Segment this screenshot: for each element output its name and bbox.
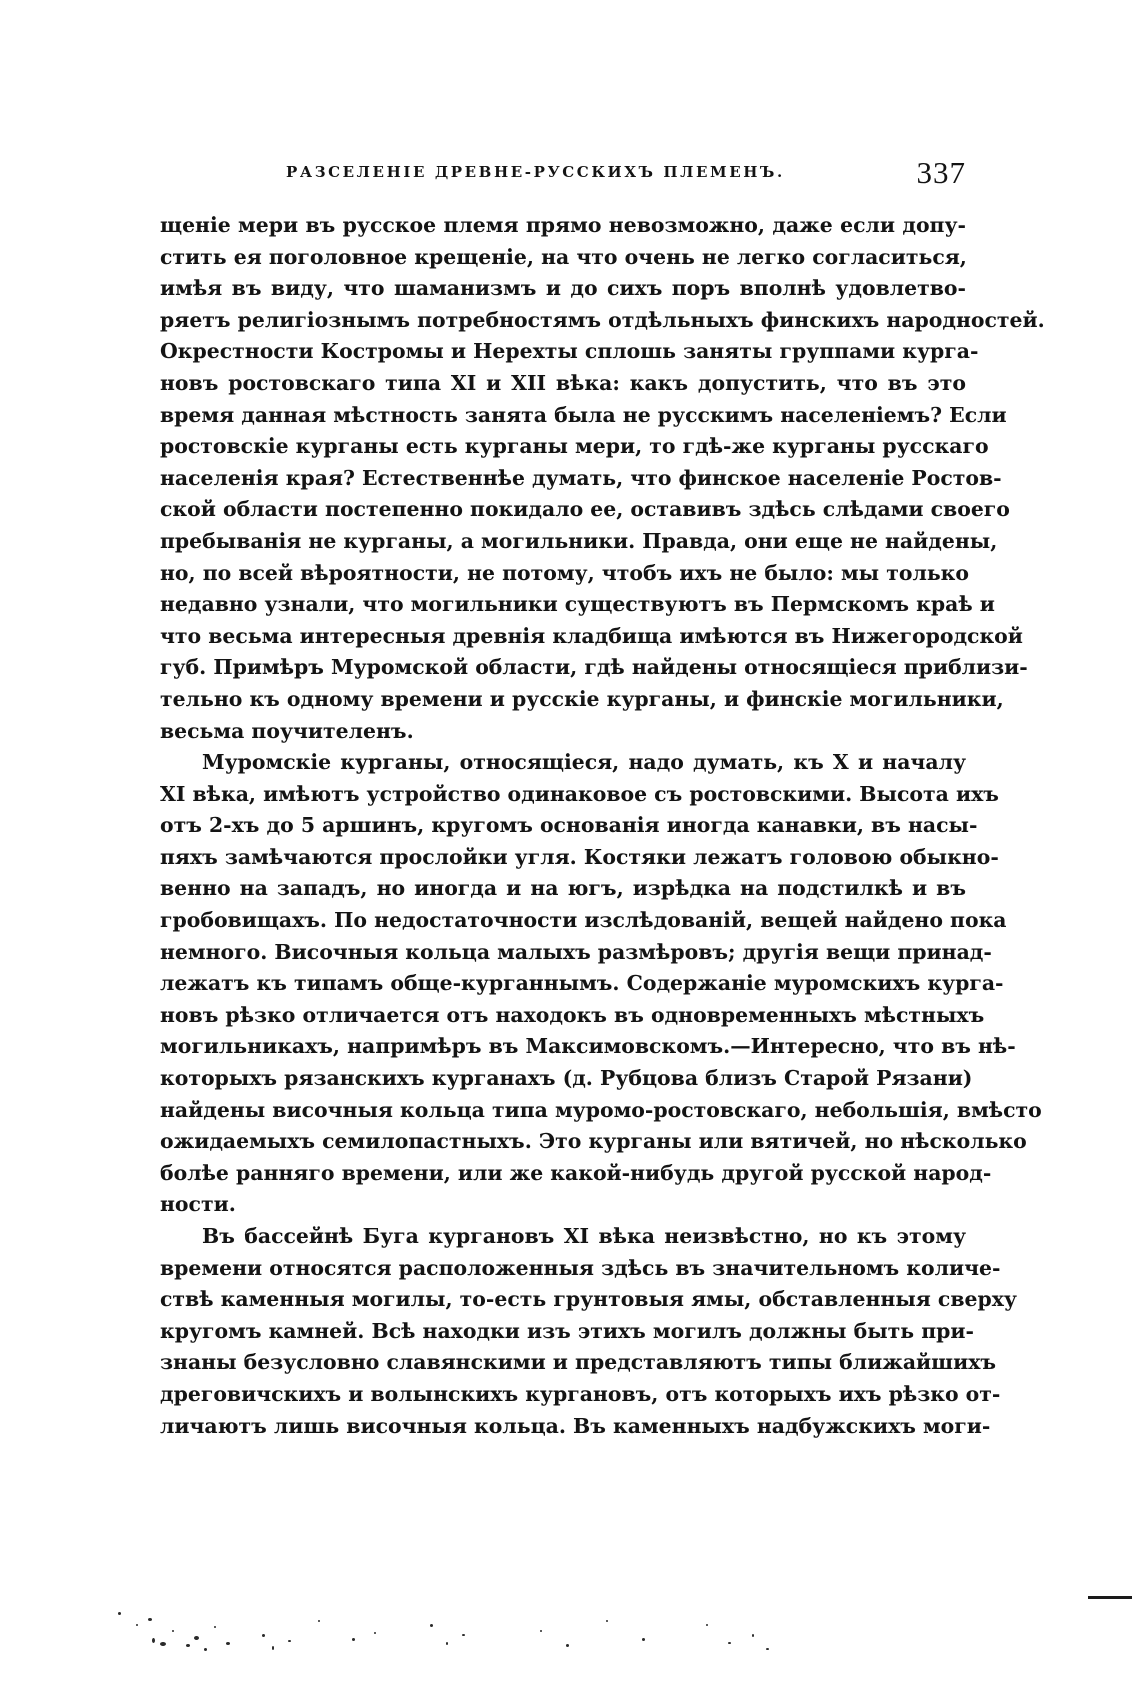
text-line: ствѣ каменныя могилы, то-есть грунтовыя ямы, обставленныя сверху	[160, 1287, 1017, 1312]
ink-speck	[752, 1634, 754, 1637]
text-line: ской области постепенно покидало ее, оставивъ здѣсь слѣдами своего	[160, 497, 1010, 522]
text-line: ряетъ религіознымъ потребностямъ отдѣльныхъ финскихъ народностей.	[160, 307, 1045, 332]
text-line: могильникахъ, напримѣръ въ Максимовскомъ.—Интересно, что въ нѣ-	[160, 1034, 1016, 1059]
ink-speck	[540, 1630, 542, 1632]
page-number: 337	[916, 155, 966, 190]
text-line: ростовскіе курганы есть курганы мери, то гдѣ-же курганы русскаго	[160, 434, 989, 459]
text-line: которыхъ рязанскихъ курганахъ (д. Рубцова близъ Старой Рязани)	[160, 1066, 973, 1091]
text-line: болѣе ранняго времени, или же какой-нибудь другой русской народ-	[160, 1160, 992, 1185]
text-line: Муромскіе курганы, относящіеся, надо думать, къ X и началу	[202, 750, 966, 775]
text-line: Окрестности Костромы и Нерехты сплошь заняты группами курга-	[160, 339, 979, 364]
ink-speck	[272, 1646, 274, 1650]
ink-speck	[262, 1634, 265, 1637]
ink-speck	[566, 1644, 569, 1647]
ink-speck	[352, 1638, 355, 1641]
text-line: немного. Височныя кольца малыхъ размѣровъ; другія вещи принад-	[160, 939, 992, 964]
text-line: личаютъ лишь височныя кольца. Въ каменныхъ надбужскихъ моги-	[160, 1413, 991, 1438]
scan-noise	[0, 1590, 1140, 1680]
text-line: Въ бассейнѣ Буга кургановъ XI вѣка неизвѣстно, но къ этому	[202, 1224, 966, 1248]
ink-speck	[430, 1624, 433, 1627]
ink-speck	[186, 1644, 190, 1647]
ink-speck	[728, 1642, 731, 1644]
text-line: времени относятся расположенныя здѣсь въ значительномъ количе-	[160, 1255, 1001, 1280]
ink-speck	[318, 1620, 320, 1622]
ink-speck	[642, 1638, 645, 1641]
ink-speck	[606, 1620, 608, 1622]
text-line: населенія края? Естественнѣе думать, что финское населеніе Ростов-	[160, 465, 1002, 490]
text-line: знаны безусловно славянскими и представляютъ типы ближайшихъ	[160, 1350, 997, 1375]
ink-speck	[226, 1642, 230, 1645]
text-line: гробовищахъ. По недостаточности изслѣдованій, вещей найдено пока	[160, 908, 1007, 933]
ink-speck	[118, 1612, 121, 1615]
text-line: весьма поучителенъ.	[160, 718, 414, 743]
text-line: губ. Примѣръ Муромской области, гдѣ найдены относящіеся приблизи-	[160, 655, 1028, 680]
text-line: дреговичскихъ и волынскихъ кургановъ, отъ которыхъ ихъ рѣзко от-	[160, 1381, 1001, 1406]
paragraph-2	[160, 747, 1042, 1221]
text-line: имѣя въ виду, что шаманизмъ и до сихъ поръ вполнѣ удовлетво-	[160, 276, 966, 301]
ink-speck	[194, 1636, 199, 1640]
ink-speck	[160, 1642, 166, 1646]
ink-speck	[148, 1618, 152, 1621]
text-line: пяхъ замѣчаются прослойки угля. Костяки лежатъ головою обыкно-	[160, 844, 999, 869]
edge-mark	[1088, 1596, 1132, 1599]
ink-speck	[136, 1624, 138, 1626]
text-line: ожидаемыхъ семилопастныхъ. Это курганы или вятичей, но нѣсколько	[160, 1129, 1027, 1154]
text-line: венно на западъ, но иногда и на югъ, изрѣдка на подстилкѣ и въ	[160, 876, 966, 901]
running-title: РАЗСЕЛЕНІЕ ДРЕВНЕ-РУССКИХЪ ПЛЕМЕНЪ.	[286, 163, 785, 181]
text-line: стить ея поголовное крещеніе, на что очень не легко согласиться,	[160, 244, 967, 269]
text-line: ности.	[160, 1192, 236, 1217]
text-line: кругомъ камней. Всѣ находки изъ этихъ могилъ должны быть при-	[160, 1318, 974, 1343]
text-line: недавно узнали, что могильники существуютъ въ Пермскомъ краѣ и	[160, 592, 995, 617]
text-line: пребыванія не курганы, а могильники. Правда, они еще не найдены,	[160, 528, 998, 553]
ink-speck	[706, 1624, 708, 1626]
paragraph-3	[160, 1221, 1017, 1442]
text-line: тельно къ одному времени и русскіе курганы, и финскіе могильники,	[160, 686, 1004, 711]
ink-speck	[288, 1640, 291, 1642]
text-line: щеніе мери въ русское племя прямо невозможно, даже если допу-	[160, 213, 966, 237]
text-line: отъ 2-хъ до 5 аршинъ, кругомъ основанія иногда канавки, въ насы-	[160, 813, 978, 838]
ink-speck	[204, 1648, 207, 1651]
ink-speck	[446, 1642, 448, 1645]
running-header	[160, 155, 966, 191]
text-line: время данная мѣстность занята была не русскимъ населеніемъ? Если	[160, 402, 1007, 427]
body-text	[160, 210, 1045, 1442]
paragraph-1	[160, 210, 1045, 747]
text-line: новъ ростовскаго типа XI и XII вѣка: какъ допустить, что въ это	[160, 370, 966, 395]
ink-speck	[462, 1634, 465, 1636]
text-line: лежатъ къ типамъ обще-курганнымъ. Содержаніе муромскихъ курга-	[160, 971, 1004, 996]
ink-speck	[214, 1626, 216, 1628]
ink-speck	[374, 1632, 376, 1634]
text-line: XI вѣка, имѣютъ устройство одинаковое съ ростовскими. Высота ихъ	[160, 781, 999, 806]
text-line: что весьма интересныя древнія кладбища имѣются въ Нижегородской	[160, 623, 1023, 648]
text-line: но, по всей вѣроятности, не потому, чтобъ ихъ не было: мы только	[160, 560, 969, 585]
text-line: найдены височныя кольца типа муромо-ростовскаго, небольшія, вмѣсто	[160, 1097, 1042, 1122]
ink-speck	[172, 1630, 174, 1632]
ink-speck	[766, 1648, 769, 1650]
ink-speck	[152, 1638, 155, 1643]
text-line: новъ рѣзко отличается отъ находокъ въ одновременныхъ мѣстныхъ	[160, 1002, 985, 1027]
